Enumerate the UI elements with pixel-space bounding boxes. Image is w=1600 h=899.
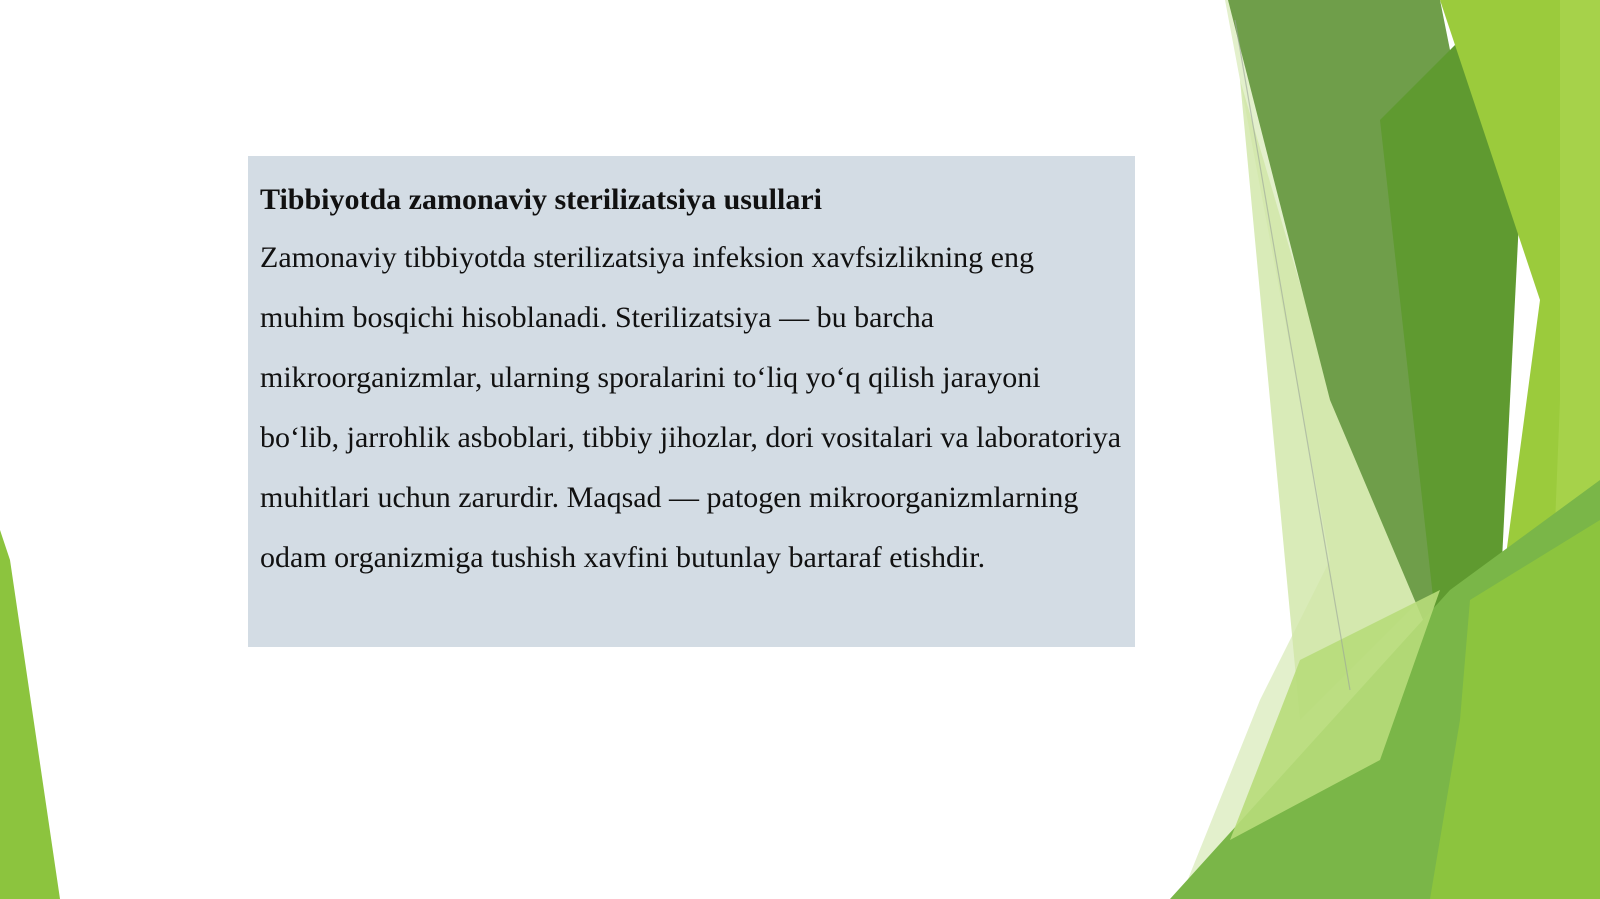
slide-title: Tibbiyotda zamonaviy sterilizatsiya usullari [260, 183, 822, 216]
facet-left [0, 530, 60, 899]
slide-body: Zamonaviy tibbiyotda sterilizatsiya infeksion xavfsizlikning eng muhim bosqichi hisoblanadi. Sterilizatsiya — bu barcha mikroorganizmlar, ularning sporalarini to‘liq yo‘q qilish jarayoni bo‘lib, jarrohlik asboblari, tibbiy jihozlar, dori vositalari va laboratoriya muhitlari uchun zarurdir. Maqsad — patogen mikroorganizmlarning odam organizmiga tushish xavfini butunlay bartaraf etishdir. [260, 241, 1122, 574]
text-box [248, 156, 1135, 647]
